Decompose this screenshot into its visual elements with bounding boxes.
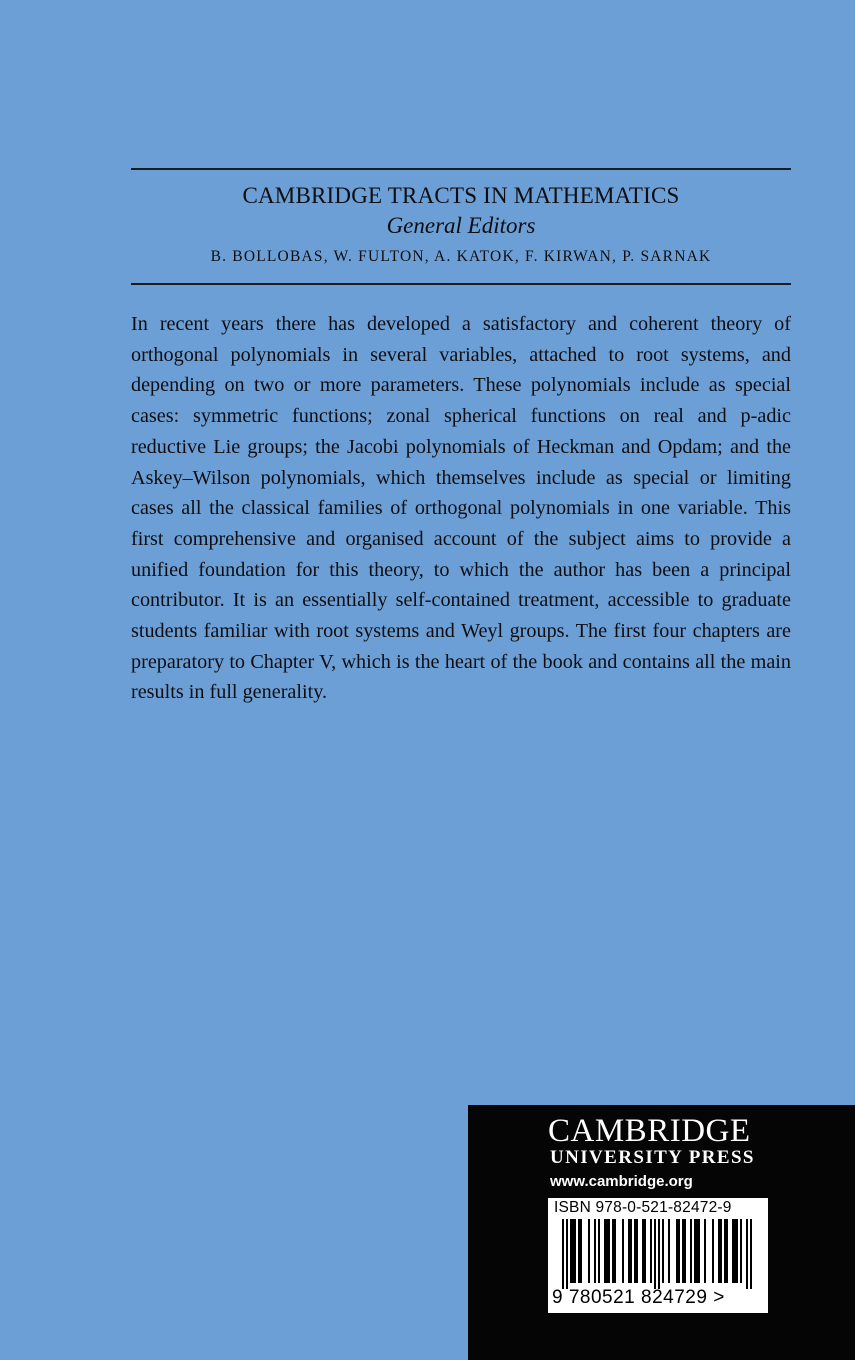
barcode-panel bbox=[548, 1198, 768, 1313]
barcode-bar bbox=[718, 1219, 720, 1283]
barcode-bar bbox=[572, 1219, 574, 1283]
series-editors: B. BOLLOBAS, W. FULTON, A. KATOK, F. KIRWAN, P. SARNAK bbox=[210, 248, 712, 265]
barcode-bar bbox=[750, 1219, 752, 1289]
barcode-bar bbox=[726, 1219, 728, 1283]
publisher-box bbox=[468, 1105, 855, 1360]
barcode-bar bbox=[562, 1219, 564, 1289]
barcode-bar bbox=[690, 1219, 692, 1283]
barcode-bar bbox=[720, 1219, 722, 1283]
barcode-bar bbox=[614, 1219, 616, 1283]
barcode-bar bbox=[622, 1219, 624, 1283]
barcode-bar bbox=[594, 1219, 596, 1283]
barcode-bar bbox=[668, 1219, 670, 1283]
barcode-bar bbox=[566, 1219, 568, 1289]
barcode-bar bbox=[650, 1219, 652, 1283]
publisher-logo-name: CAMBRIDGE bbox=[548, 1113, 751, 1149]
barcode-bar bbox=[704, 1219, 706, 1283]
barcode-bar bbox=[642, 1219, 644, 1283]
barcode-bar bbox=[698, 1219, 700, 1283]
barcode-digits: 9 780521 824729 > bbox=[552, 1287, 725, 1308]
publisher-logo-subname: UNIVERSITY PRESS bbox=[550, 1147, 755, 1168]
barcode-bar bbox=[712, 1219, 714, 1283]
barcode-bar bbox=[588, 1219, 590, 1283]
barcode-bar bbox=[574, 1219, 576, 1283]
barcode-bar bbox=[644, 1219, 646, 1283]
barcode-bar bbox=[630, 1219, 632, 1283]
barcode-bar bbox=[612, 1219, 614, 1283]
barcode-bar bbox=[694, 1219, 696, 1283]
barcode-bar bbox=[678, 1219, 680, 1283]
barcode-icon bbox=[554, 1219, 760, 1289]
barcode-bar bbox=[634, 1219, 636, 1283]
barcode-bar bbox=[724, 1219, 726, 1283]
barcode-bar bbox=[734, 1219, 736, 1283]
barcode-bar bbox=[606, 1219, 608, 1283]
barcode-bar bbox=[580, 1219, 582, 1283]
barcode-bar bbox=[732, 1219, 734, 1283]
barcode-bar bbox=[654, 1219, 656, 1289]
series-header bbox=[131, 180, 791, 274]
barcode-bar bbox=[746, 1219, 748, 1289]
publisher-url: www.cambridge.org bbox=[550, 1173, 693, 1190]
barcode-bar bbox=[684, 1219, 686, 1283]
barcode-bar bbox=[604, 1219, 606, 1283]
barcode-bar bbox=[736, 1219, 738, 1283]
barcode-bar bbox=[628, 1219, 630, 1283]
barcode-bar bbox=[578, 1219, 580, 1283]
isbn-label: ISBN 978-0-521-82472-9 bbox=[554, 1199, 732, 1216]
barcode-bar bbox=[598, 1219, 600, 1283]
book-description: In recent years there has developed a satisfactory and coherent theory of orthogonal polynomials in several variables, attached to root systems, and depending on two or more parameters. These polynomials include as special cases: symmetric functions; zonal spherical functions on real and p-adic reductive Lie groups; the Jacobi polynomials of Heckman and Opdam; and the Askey–Wilson polynomials, which themselves include as special or limiting cases all the classical families of orthogonal polynomials in one variable. This first comprehensive and organised account of the subject aims to provide a unified foundation for this theory, to which the author has been a principal contributor. It is an essentially self-contained treatment, accessible to graduate students familiar with root systems and Weyl groups. The first four chapters are preparatory to Chapter V, which is the heart of the book and contains all the main results in full generality. bbox=[131, 313, 791, 704]
barcode-bar bbox=[570, 1219, 572, 1283]
top-rule bbox=[131, 168, 791, 170]
barcode-bar bbox=[676, 1219, 678, 1283]
barcode-bar bbox=[740, 1219, 742, 1283]
barcode-bar bbox=[608, 1219, 610, 1283]
bottom-rule bbox=[131, 283, 791, 285]
barcode-bar bbox=[662, 1219, 664, 1283]
barcode-bar bbox=[696, 1219, 698, 1283]
series-title: CAMBRIDGE TRACTS IN MATHEMATICS bbox=[242, 183, 680, 208]
barcode-bar bbox=[682, 1219, 684, 1283]
barcode-bar bbox=[658, 1219, 660, 1289]
series-subtitle: General Editors bbox=[386, 213, 536, 238]
barcode-bar bbox=[636, 1219, 638, 1283]
